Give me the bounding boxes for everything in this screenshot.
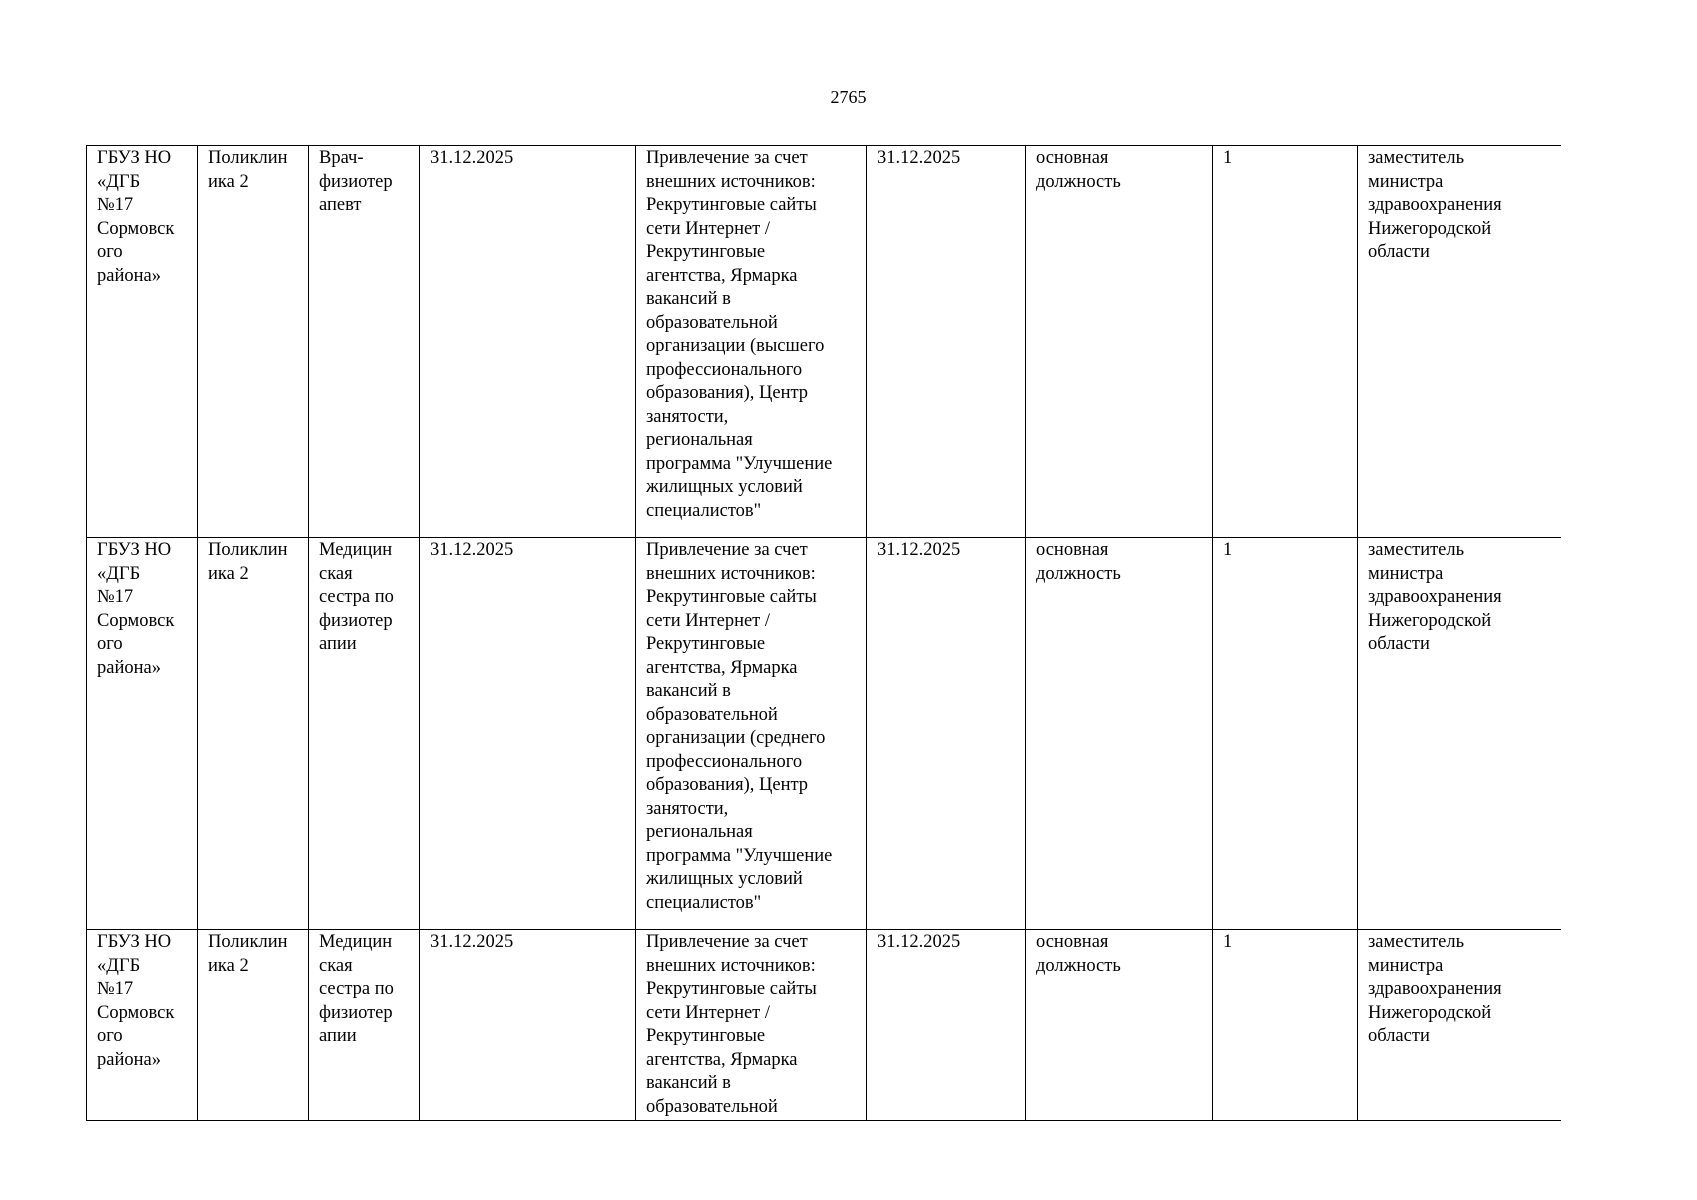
- cell-date-vacancy: 31.12.2025: [420, 930, 636, 1122]
- page-number: 2765: [830, 87, 867, 107]
- cell-position: Медицин ская сестра по физиотер апии: [309, 930, 420, 1122]
- cell-organization: ГБУЗ НО «ДГБ №17 Сормовск ого района»: [87, 538, 198, 930]
- cell-date-deadline: 31.12.2025: [867, 538, 1026, 930]
- cell-responsible: заместитель министра здравоохранения Нижегородской области: [1358, 930, 1562, 1122]
- cell-date-deadline: 31.12.2025: [867, 930, 1026, 1122]
- table-row: [87, 538, 1562, 930]
- cell-organization: ГБУЗ НО «ДГБ №17 Сормовск ого района»: [87, 146, 198, 538]
- cell-unit: Поликлин ика 2: [198, 538, 309, 930]
- cell-responsible: заместитель министра здравоохранения Нижегородской области: [1358, 146, 1562, 538]
- cell-position: Врач- физиотер апевт: [309, 146, 420, 538]
- cell-date-vacancy: 31.12.2025: [420, 146, 636, 538]
- table-container: [86, 145, 1561, 1121]
- cell-count: 1: [1213, 538, 1358, 930]
- staffing-table: [86, 145, 1561, 1121]
- cell-organization: ГБУЗ НО «ДГБ №17 Сормовск ого района»: [87, 930, 198, 1122]
- cell-position-type: основная должность: [1026, 146, 1213, 538]
- table-row: [87, 930, 1562, 1122]
- cell-position: Медицин ская сестра по физиотер апии: [309, 538, 420, 930]
- cell-unit: Поликлин ика 2: [198, 146, 309, 538]
- cell-responsible: заместитель министра здравоохранения Нижегородской области: [1358, 538, 1562, 930]
- cell-measures: Привлечение за счет внешних источников: Рекрутинговые сайты сети Интернет / Рекрутинговые агентства, Ярмарка вакансий в образовательной: [636, 930, 867, 1122]
- cell-measures: Привлечение за счет внешних источников: Рекрутинговые сайты сети Интернет / Рекрутинговые агентства, Ярмарка вакансий в образовательной организации (высшего профессионального образования), Центр занятости, региональная программа "Улучшение жилищных условий специалистов": [636, 146, 867, 538]
- cell-unit: Поликлин ика 2: [198, 930, 309, 1122]
- cell-measures: Привлечение за счет внешних источников: Рекрутинговые сайты сети Интернет / Рекрутинговые агентства, Ярмарка вакансий в образовательной организации (среднего профессионального образования), Центр занятости, региональная программа "Улучшение жилищных условий специалистов": [636, 538, 867, 930]
- cell-position-type: основная должность: [1026, 930, 1213, 1122]
- cell-position-type: основная должность: [1026, 538, 1213, 930]
- cell-count: 1: [1213, 930, 1358, 1122]
- cell-date-deadline: 31.12.2025: [867, 146, 1026, 538]
- cell-count: 1: [1213, 146, 1358, 538]
- table-row: [87, 146, 1562, 538]
- cell-date-vacancy: 31.12.2025: [420, 538, 636, 930]
